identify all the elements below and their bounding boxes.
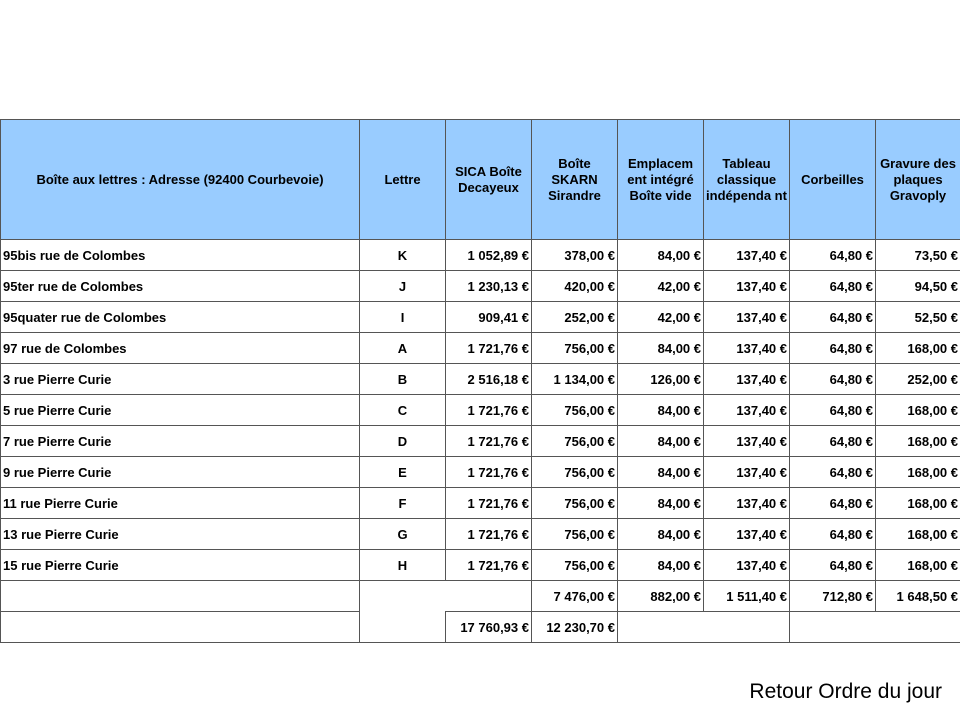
cell-corbeilles: 64,80 € xyxy=(790,302,876,333)
cell-emplacement: 84,00 € xyxy=(618,395,704,426)
cell-tableau: 137,40 € xyxy=(704,302,790,333)
cell-sica: 1 721,76 € xyxy=(446,395,532,426)
cell-address: 5 rue Pierre Curie xyxy=(1,395,360,426)
cell-letter: A xyxy=(360,333,446,364)
total-row xyxy=(1,612,960,643)
cell-gravure: 168,00 € xyxy=(876,519,960,550)
cell-sica: 1 052,89 € xyxy=(446,240,532,271)
table-row xyxy=(1,457,960,488)
cell-sica: 1 721,76 € xyxy=(446,457,532,488)
cell-sica: 2 516,18 € xyxy=(446,364,532,395)
cell-address: 97 rue de Colombes xyxy=(1,333,360,364)
cell-letter: K xyxy=(360,240,446,271)
cell-letter: I xyxy=(360,302,446,333)
cell-letter: C xyxy=(360,395,446,426)
cell-corbeilles: 64,80 € xyxy=(790,519,876,550)
cell-gravure: 52,50 € xyxy=(876,302,960,333)
header-tableau: Tableau classique indépenda nt xyxy=(704,120,790,240)
cell-address: 9 rue Pierre Curie xyxy=(1,457,360,488)
cell-address: 15 rue Pierre Curie xyxy=(1,550,360,581)
cell-gravure: 168,00 € xyxy=(876,550,960,581)
cell-address: 7 rue Pierre Curie xyxy=(1,426,360,457)
cell-skarn: 756,00 € xyxy=(532,426,618,457)
blank-cell xyxy=(360,581,446,643)
cell-sica: 1 721,76 € xyxy=(446,488,532,519)
cell-letter: F xyxy=(360,488,446,519)
cell-address: 13 rue Pierre Curie xyxy=(1,519,360,550)
cell-emplacement: 126,00 € xyxy=(618,364,704,395)
cell-emplacement: 42,00 € xyxy=(618,302,704,333)
cell-sica: 1 721,76 € xyxy=(446,426,532,457)
cell-skarn: 756,00 € xyxy=(532,333,618,364)
cell-letter: G xyxy=(360,519,446,550)
cell-sica: 909,41 € xyxy=(446,302,532,333)
cell-sica: 1 721,76 € xyxy=(446,333,532,364)
cell-emplacement: 84,00 € xyxy=(618,519,704,550)
cell-emplacement: 84,00 € xyxy=(618,457,704,488)
subtotal-gravure: 1 648,50 € xyxy=(876,581,960,612)
cell-letter: J xyxy=(360,271,446,302)
cell-emplacement: 42,00 € xyxy=(618,271,704,302)
cell-skarn: 756,00 € xyxy=(532,488,618,519)
cell-address: 3 rue Pierre Curie xyxy=(1,364,360,395)
header-sica: SICA Boîte Decayeux xyxy=(446,120,532,240)
cell-gravure: 168,00 € xyxy=(876,426,960,457)
cell-emplacement: 84,00 € xyxy=(618,333,704,364)
blank-cell xyxy=(446,581,532,612)
cell-address: 95bis rue de Colombes xyxy=(1,240,360,271)
price-table xyxy=(0,119,960,643)
cell-tableau: 137,40 € xyxy=(704,426,790,457)
cell-corbeilles: 64,80 € xyxy=(790,333,876,364)
subtotal-row xyxy=(1,581,960,612)
cell-tableau: 137,40 € xyxy=(704,240,790,271)
cell-emplacement: 84,00 € xyxy=(618,550,704,581)
table-row xyxy=(1,364,960,395)
table-row xyxy=(1,519,960,550)
header-emplacement: Emplacem ent intégré Boîte vide xyxy=(618,120,704,240)
cell-skarn: 252,00 € xyxy=(532,302,618,333)
cell-gravure: 94,50 € xyxy=(876,271,960,302)
table-row xyxy=(1,333,960,364)
subtotal-tableau: 1 511,40 € xyxy=(704,581,790,612)
table-body xyxy=(1,240,960,581)
cell-gravure: 168,00 € xyxy=(876,457,960,488)
cell-corbeilles: 64,80 € xyxy=(790,240,876,271)
totals-body xyxy=(1,581,960,643)
subtotal-corbeilles: 712,80 € xyxy=(790,581,876,612)
header-gravure: Gravure des plaques Gravoply xyxy=(876,120,960,240)
blank-cell xyxy=(790,612,876,643)
total-skarn: 12 230,70 € xyxy=(532,612,618,643)
cell-corbeilles: 64,80 € xyxy=(790,364,876,395)
cell-gravure: 168,00 € xyxy=(876,333,960,364)
cell-skarn: 756,00 € xyxy=(532,395,618,426)
table-row xyxy=(1,550,960,581)
cell-tableau: 137,40 € xyxy=(704,271,790,302)
header-letter: Lettre xyxy=(360,120,446,240)
cell-tableau: 137,40 € xyxy=(704,364,790,395)
cell-corbeilles: 64,80 € xyxy=(790,395,876,426)
total-sica: 17 760,93 € xyxy=(446,612,532,643)
table-row xyxy=(1,302,960,333)
blank-cell xyxy=(1,612,360,643)
cell-skarn: 1 134,00 € xyxy=(532,364,618,395)
subtotal-emplacement: 882,00 € xyxy=(618,581,704,612)
cell-gravure: 252,00 € xyxy=(876,364,960,395)
cell-address: 95ter rue de Colombes xyxy=(1,271,360,302)
cell-emplacement: 84,00 € xyxy=(618,426,704,457)
cell-skarn: 756,00 € xyxy=(532,457,618,488)
cell-gravure: 168,00 € xyxy=(876,395,960,426)
cell-letter: D xyxy=(360,426,446,457)
cell-corbeilles: 64,80 € xyxy=(790,457,876,488)
cell-gravure: 73,50 € xyxy=(876,240,960,271)
table-row xyxy=(1,426,960,457)
cell-address: 95quater rue de Colombes xyxy=(1,302,360,333)
header-corbeilles: Corbeilles xyxy=(790,120,876,240)
cell-tableau: 137,40 € xyxy=(704,519,790,550)
table-row xyxy=(1,271,960,302)
cell-letter: E xyxy=(360,457,446,488)
table-row xyxy=(1,395,960,426)
cell-letter: B xyxy=(360,364,446,395)
cell-sica: 1 230,13 € xyxy=(446,271,532,302)
cell-corbeilles: 64,80 € xyxy=(790,426,876,457)
cell-letter: H xyxy=(360,550,446,581)
cell-emplacement: 84,00 € xyxy=(618,488,704,519)
header-skarn: Boîte SKARN Sirandre xyxy=(532,120,618,240)
blank-cell xyxy=(618,612,790,643)
cell-skarn: 756,00 € xyxy=(532,519,618,550)
cell-skarn: 756,00 € xyxy=(532,550,618,581)
cell-tableau: 137,40 € xyxy=(704,333,790,364)
blank-cell xyxy=(876,612,960,643)
price-table-container xyxy=(0,119,960,643)
cell-tableau: 137,40 € xyxy=(704,488,790,519)
cell-corbeilles: 64,80 € xyxy=(790,488,876,519)
cell-corbeilles: 64,80 € xyxy=(790,271,876,302)
cell-corbeilles: 64,80 € xyxy=(790,550,876,581)
cell-skarn: 378,00 € xyxy=(532,240,618,271)
blank-cell xyxy=(1,581,360,612)
cell-tableau: 137,40 € xyxy=(704,457,790,488)
cell-tableau: 137,40 € xyxy=(704,550,790,581)
cell-sica: 1 721,76 € xyxy=(446,550,532,581)
cell-emplacement: 84,00 € xyxy=(618,240,704,271)
header-row xyxy=(1,120,960,240)
subtotal-skarn: 7 476,00 € xyxy=(532,581,618,612)
table-row xyxy=(1,240,960,271)
cell-gravure: 168,00 € xyxy=(876,488,960,519)
table-row xyxy=(1,488,960,519)
back-to-agenda-link[interactable]: Retour Ordre du jour xyxy=(749,680,942,703)
cell-address: 11 rue Pierre Curie xyxy=(1,488,360,519)
header-address: Boîte aux lettres : Adresse (92400 Courbevoie) xyxy=(1,120,360,240)
cell-skarn: 420,00 € xyxy=(532,271,618,302)
cell-sica: 1 721,76 € xyxy=(446,519,532,550)
cell-tableau: 137,40 € xyxy=(704,395,790,426)
